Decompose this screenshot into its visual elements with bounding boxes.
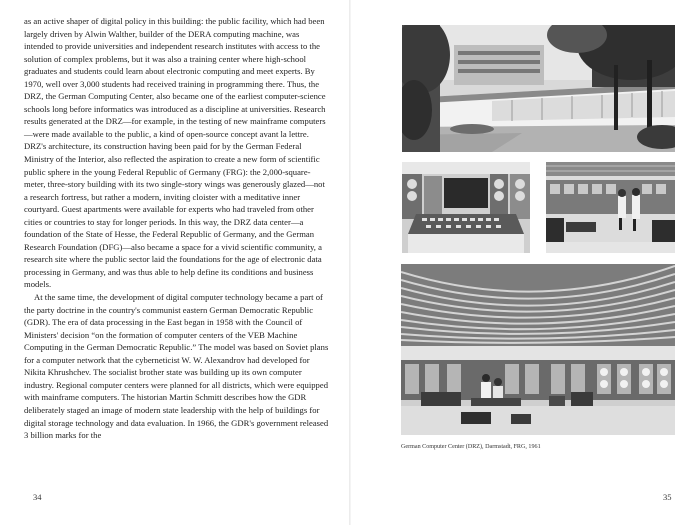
building-exterior-photo — [402, 25, 675, 152]
page-number-right: 35 — [663, 492, 672, 502]
computer-room-operators-photo — [546, 162, 675, 253]
mainframe-hall-photo — [401, 264, 675, 435]
computer-console-photo — [402, 162, 530, 253]
photo-caption: German Computer Center (DRZ), Darmstadt, FRG, 1961 — [401, 444, 541, 450]
body-text — [24, 15, 329, 442]
page-number-left: 34 — [33, 492, 42, 502]
paragraph-1: as an active shaper of digital policy in this building: the public facility, which had been largely driven by Alwin Walther, builder of the DERA computing machine, was intended to provide universities and independent research institutes with access to the solution of complex problems, but it was also a training center where high-school graduates and students could learn about electronic computing and meet experts. By 1970, well over 3,000 students had received training in programming there. Thus, the DRZ, the German Computing Center, also became one of the earliest computer-science schools long before informatics was introduced as a discipline at universities. Research results generated at the DRZ—for example, in the testing of new mainframe computers—were made available to the public, a kind of open-source concept avant la lettre. DRZ's architecture, its construction having been paid for by the German Federal Ministry of the Interior, also reflected the aspiration to create a new form of scientific public sphere in the young Federal Republic of Germany (FRG): the 2,000-square-meter, three-story building with its two single-story wings was generously glazed—not a research fortress, but rather a modern, inviting cloister with a meditative inner courtyard. Guest apartments were available for experts who had traveled from other cities or countries to stay for longer periods. In this way, the DRZ data center—a foundation of the State of Hesse, the Federal Republic of Germany, and the German Research Foundation (DFG)—also became a space for a vivid scientific community, a research site where the public sector laid the foundations for the age of electronic data processing in Germany, and was thus able to help define its conditions and business models. — [24, 16, 326, 290]
book-gutter — [349, 0, 351, 525]
paragraph-2: At the same time, the development of digital computer technology became a part of the party doctrine in the country's communist eastern German Democratic Republic (GDR). The era of data processing in the East began in 1958 with the Council of Ministers' decision “on the formation of computer centers of the VEB Machine Computing in the German Democratic Republic.” The model was based on Soviet plans for a computer network that the cyberneticist W. W. Alexandrov had developed for Nikita Khrushchev. The socialist brother state was building up its own computer industry. Regional computer centers were planned for all districts, which were equipped with mainframe computers. The historian Martin Schmitt describes how the GDR deliberately staged an image of modern state leadership with the help of buildings for digital storage technology and data evaluation. In 1966, the GDR's government released 3 billion marks for the — [24, 292, 329, 441]
